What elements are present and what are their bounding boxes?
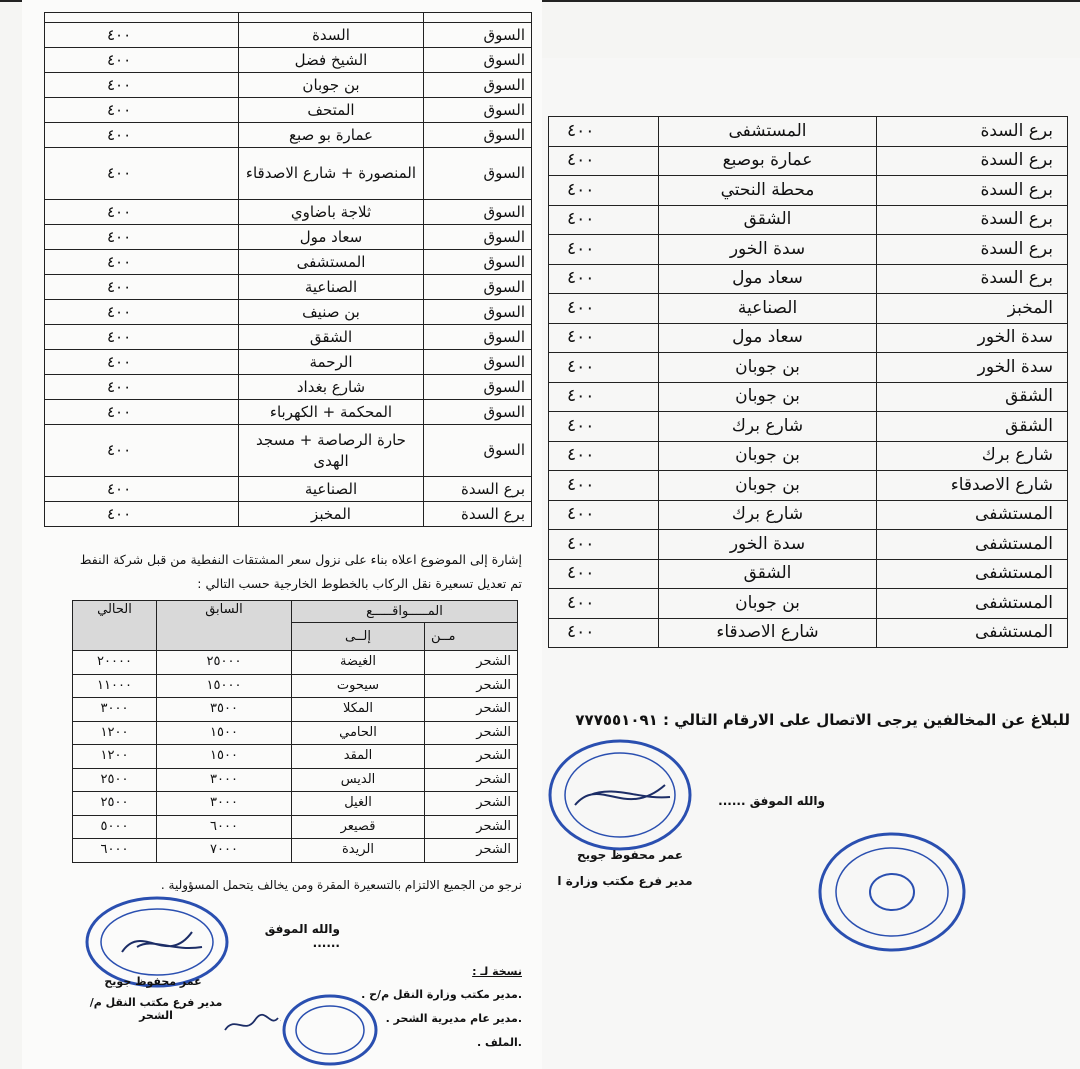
previous-price-cell: ٣٥٠٠ xyxy=(157,698,292,722)
from-cell: السوق xyxy=(424,400,532,425)
from-cell: السوق xyxy=(424,123,532,148)
price-cell: ٤٠٠ xyxy=(45,425,239,477)
to-cell: الصناعية xyxy=(239,477,424,502)
to-cell: سعاد مول xyxy=(659,323,877,353)
previous-price-cell: ١٥٠٠٠ xyxy=(157,674,292,698)
current-price-cell: ٢٥٠٠ xyxy=(73,792,157,816)
price-cell: ٤٠٠ xyxy=(45,148,239,200)
from-cell: الشحر xyxy=(425,721,518,745)
to-cell: المقد xyxy=(292,745,425,769)
table-row xyxy=(549,176,1068,206)
price-cell: ٤٠٠ xyxy=(45,300,239,325)
price-cell: ٤٠٠ xyxy=(45,73,239,98)
from-cell: الشحر xyxy=(425,768,518,792)
table-row xyxy=(73,815,518,839)
table-row xyxy=(549,412,1068,442)
table-row xyxy=(549,441,1068,471)
table-row xyxy=(549,146,1068,176)
from-cell: السوق xyxy=(424,200,532,225)
from-cell: السوق xyxy=(424,98,532,123)
from-cell: برع السدة xyxy=(424,477,532,502)
external-lines-table xyxy=(72,600,518,863)
from-cell: المستشفى xyxy=(877,530,1068,560)
current-price-cell: ١٢٠٠ xyxy=(73,745,157,769)
price-cell: ٤٠٠ xyxy=(549,323,659,353)
from-cell: السوق xyxy=(424,425,532,477)
to-cell: الشقق xyxy=(659,559,877,589)
price-cell: ٤٠٠ xyxy=(549,294,659,324)
to-cell: الغيضة xyxy=(292,651,425,675)
to-cell: الغيل xyxy=(292,792,425,816)
from-cell: الشحر xyxy=(425,674,518,698)
price-cell: ٤٠٠ xyxy=(549,353,659,383)
table-row xyxy=(73,698,518,722)
header-current: الحالي xyxy=(73,601,157,651)
compliance-note: نرجو من الجميع الالتزام بالتسعيرة المقرة ومن يخالف يتحمل المسؤولية . xyxy=(160,878,522,892)
previous-price-cell: ١٥٠٠ xyxy=(157,745,292,769)
price-cell: ٤٠٠ xyxy=(549,146,659,176)
table-row xyxy=(45,300,532,325)
report-line: للبلاغ عن المخالفين يرجى الاتصال على الارقام التالي : ٧٧٧٥٥١٠٩١ xyxy=(575,711,1070,729)
current-price-cell: ١١٠٠٠ xyxy=(73,674,157,698)
from-cell: السوق xyxy=(424,48,532,73)
bottom-signature xyxy=(220,1010,280,1040)
table-row xyxy=(45,425,532,477)
price-cell: ٤٠٠ xyxy=(549,205,659,235)
from-cell: شارع برك xyxy=(877,441,1068,471)
from-cell: المستشفى xyxy=(877,589,1068,619)
price-cell: ٤٠٠ xyxy=(45,123,239,148)
table-row xyxy=(549,500,1068,530)
table-row xyxy=(45,98,532,123)
current-price-cell: ٥٠٠٠ xyxy=(73,815,157,839)
table-row xyxy=(549,205,1068,235)
from-cell: الشقق xyxy=(877,412,1068,442)
from-cell: السوق xyxy=(424,250,532,275)
to-cell: سعاد مول xyxy=(659,264,877,294)
from-cell: الشحر xyxy=(425,745,518,769)
from-cell: سدة الخور xyxy=(877,353,1068,383)
to-cell: شارع برك xyxy=(659,412,877,442)
from-cell: برع السدة xyxy=(877,205,1068,235)
to-cell: بن جوبان xyxy=(659,471,877,501)
from-cell: شارع الاصدقاء xyxy=(877,471,1068,501)
table-row xyxy=(549,353,1068,383)
current-price-cell: ١٢٠٠ xyxy=(73,721,157,745)
table-row xyxy=(45,250,532,275)
signer-right-name: عمر محفوظ جويح xyxy=(576,848,684,862)
price-cell: ٤٠٠ xyxy=(549,559,659,589)
copy-item-1: .مدير مكتب وزارة النقل م/ح . xyxy=(361,988,522,1001)
price-cell: ٤٠٠ xyxy=(549,471,659,501)
to-cell: المستشفى xyxy=(239,250,424,275)
table-row xyxy=(549,117,1068,147)
table-row xyxy=(45,477,532,502)
table-row xyxy=(45,350,532,375)
price-cell: ٤٠٠ xyxy=(45,23,239,48)
table-row xyxy=(549,530,1068,560)
to-cell: سدة الخور xyxy=(659,530,877,560)
price-cell: ٤٠٠ xyxy=(549,264,659,294)
from-cell: السوق xyxy=(424,275,532,300)
previous-price-cell: ٦٠٠٠ xyxy=(157,815,292,839)
to-cell: المستشفى xyxy=(659,117,877,147)
from-cell: الشحر xyxy=(425,815,518,839)
to-cell: المتحف xyxy=(239,98,424,123)
to-cell: بن جوبان xyxy=(659,353,877,383)
to-cell: المنصورة + شارع الاصدقاء xyxy=(239,148,424,200)
price-cell: ٤٠٠ xyxy=(549,589,659,619)
from-cell: المخبز xyxy=(877,294,1068,324)
to-cell: سيحوت xyxy=(292,674,425,698)
table-row xyxy=(45,400,532,425)
from-cell: السوق xyxy=(424,225,532,250)
header-to: إلــى xyxy=(292,623,425,651)
to-cell: قصيعر xyxy=(292,815,425,839)
to-cell: سعاد مول xyxy=(239,225,424,250)
price-cell: ٤٠٠ xyxy=(45,98,239,123)
signer-right-title: مدير فرع مكتب وزارة ا xyxy=(557,874,693,888)
from-cell: برع السدة xyxy=(424,502,532,527)
to-cell: الشيخ فضل xyxy=(239,48,424,73)
price-cell: ٤٠٠ xyxy=(549,530,659,560)
from-cell: السوق xyxy=(424,73,532,98)
to-cell: عمارة بو صبع xyxy=(239,123,424,148)
to-cell: بن جوبان xyxy=(239,73,424,98)
table-row xyxy=(45,148,532,200)
to-cell: الريدة xyxy=(292,839,425,863)
from-cell: السوق xyxy=(424,23,532,48)
from-cell: الشحر xyxy=(425,698,518,722)
table-row xyxy=(73,745,518,769)
from-cell: المستشفى xyxy=(877,559,1068,589)
price-cell: ٤٠٠ xyxy=(45,325,239,350)
price-cell: ٤٠٠ xyxy=(549,117,659,147)
copies-heading: نسخة لـ : xyxy=(472,965,522,978)
from-cell: المستشفى xyxy=(877,618,1068,648)
current-price-cell: ٢٥٠٠ xyxy=(73,768,157,792)
previous-price-cell: ٣٠٠٠ xyxy=(157,792,292,816)
price-cell: ٤٠٠ xyxy=(45,275,239,300)
header-previous: السابق xyxy=(157,601,292,651)
table-row xyxy=(549,471,1068,501)
from-cell: المستشفى xyxy=(877,500,1068,530)
table-row xyxy=(549,323,1068,353)
right-bottom-stamp xyxy=(812,828,972,956)
price-cell: ٤٠٠ xyxy=(45,200,239,225)
previous-price-cell: ٢٥٠٠٠ xyxy=(157,651,292,675)
to-cell: شارع بغداد xyxy=(239,375,424,400)
table-row xyxy=(549,382,1068,412)
to-cell: الديس xyxy=(292,768,425,792)
table-row xyxy=(45,225,532,250)
table-row xyxy=(45,275,532,300)
signer-left-name: عمر محفوظ جويح xyxy=(104,975,202,988)
copy-item-3: .الملف . xyxy=(476,1036,522,1049)
signer-left-title: مدير فرع مكتب النقل م/الشحر xyxy=(89,996,223,1022)
price-cell: ٤٠٠ xyxy=(549,618,659,648)
price-cell: ٤٠٠ xyxy=(549,382,659,412)
price-cell: ٤٠٠ xyxy=(45,350,239,375)
table-row xyxy=(45,23,532,48)
to-cell: الصناعية xyxy=(239,275,424,300)
from-cell: الشقق xyxy=(877,382,1068,412)
table-row xyxy=(73,792,518,816)
to-cell: شارع الاصدقاء xyxy=(659,618,877,648)
to-cell: الحامي xyxy=(292,721,425,745)
to-cell: الصناعية xyxy=(659,294,877,324)
table-row xyxy=(549,264,1068,294)
closing-right: والله الموفق ...... xyxy=(718,794,825,808)
table-row xyxy=(45,502,532,527)
previous-price-cell: ٧٠٠٠ xyxy=(157,839,292,863)
cell-partial xyxy=(45,13,239,23)
to-cell: بن جوبان xyxy=(659,382,877,412)
cell-partial xyxy=(239,13,424,23)
table-row xyxy=(73,721,518,745)
price-cell: ٤٠٠ xyxy=(45,250,239,275)
previous-price-cell: ٣٠٠٠ xyxy=(157,768,292,792)
header-from: مــن xyxy=(425,623,518,651)
from-cell: برع السدة xyxy=(877,146,1068,176)
table-row xyxy=(73,651,518,675)
closing-left: والله الموفق ...... xyxy=(264,922,340,950)
to-cell: الرحمة xyxy=(239,350,424,375)
table-row xyxy=(549,294,1068,324)
table-row xyxy=(549,235,1068,265)
from-cell: برع السدة xyxy=(877,235,1068,265)
to-cell: بن جوبان xyxy=(659,589,877,619)
table-row xyxy=(73,674,518,698)
to-cell: ثلاجة باضاوي xyxy=(239,200,424,225)
previous-price-cell: ١٥٠٠ xyxy=(157,721,292,745)
header-locations: المـــــواقـــــع xyxy=(292,601,518,623)
price-cell: ٤٠٠ xyxy=(549,441,659,471)
from-cell: برع السدة xyxy=(877,176,1068,206)
table-row xyxy=(73,839,518,863)
price-cell: ٤٠٠ xyxy=(45,477,239,502)
bottom-left-stamp xyxy=(280,992,380,1068)
table-row xyxy=(549,618,1068,648)
to-cell: السدة xyxy=(239,23,424,48)
from-cell: برع السدة xyxy=(877,117,1068,147)
to-cell: محطة النحتي xyxy=(659,176,877,206)
from-cell: السوق xyxy=(424,148,532,200)
from-cell: السوق xyxy=(424,325,532,350)
to-cell: المخبز xyxy=(239,502,424,527)
to-cell: حارة الرصاصة + مسجد الهدى xyxy=(239,425,424,477)
table-row-partial xyxy=(45,13,532,23)
to-cell: المحكمة + الكهرباء xyxy=(239,400,424,425)
from-cell: السوق xyxy=(424,300,532,325)
to-cell: بن جوبان xyxy=(659,441,877,471)
table-row xyxy=(73,768,518,792)
price-cell: ٤٠٠ xyxy=(549,500,659,530)
table-row xyxy=(45,325,532,350)
price-cell: ٤٠٠ xyxy=(45,502,239,527)
copy-item-2: .مدير عام مديرية الشحر . xyxy=(385,1012,522,1025)
to-cell: شارع برك xyxy=(659,500,877,530)
price-cell: ٤٠٠ xyxy=(549,176,659,206)
table-row xyxy=(549,589,1068,619)
to-cell: الشقق xyxy=(239,325,424,350)
price-cell: ٤٠٠ xyxy=(45,400,239,425)
from-cell: سدة الخور xyxy=(877,323,1068,353)
to-cell: الشقق xyxy=(659,205,877,235)
from-cell: السوق xyxy=(424,375,532,400)
from-cell: الشحر xyxy=(425,839,518,863)
table-row xyxy=(45,48,532,73)
table-row xyxy=(45,73,532,98)
to-cell: بن صنيف xyxy=(239,300,424,325)
intro-paragraph: إشارة إلى الموضوع اعلاه بناء على نزول سعر المشتقات النفطية من قبل شركة النفط تم تعديل تسعيرة نقل الركاب بالخطوط الخارجية حسب التالي : xyxy=(79,552,522,591)
from-cell: الشحر xyxy=(425,651,518,675)
price-cell: ٤٠٠ xyxy=(45,48,239,73)
cell-partial xyxy=(424,13,532,23)
from-cell: برع السدة xyxy=(877,264,1068,294)
right-routes-table xyxy=(548,116,1068,648)
current-price-cell: ٢٠٠٠٠ xyxy=(73,651,157,675)
price-cell: ٤٠٠ xyxy=(549,235,659,265)
from-cell: الشحر xyxy=(425,792,518,816)
to-cell: سدة الخور xyxy=(659,235,877,265)
table-row xyxy=(45,123,532,148)
to-cell: المكلا xyxy=(292,698,425,722)
to-cell: عمارة بوصبع xyxy=(659,146,877,176)
left-routes-table xyxy=(44,12,532,527)
table-row xyxy=(549,559,1068,589)
current-price-cell: ٦٠٠٠ xyxy=(73,839,157,863)
table-row xyxy=(45,200,532,225)
price-cell: ٤٠٠ xyxy=(45,375,239,400)
table-row xyxy=(45,375,532,400)
from-cell: السوق xyxy=(424,350,532,375)
right-round-stamp xyxy=(545,735,695,855)
price-cell: ٤٠٠ xyxy=(45,225,239,250)
current-price-cell: ٣٠٠٠ xyxy=(73,698,157,722)
price-cell: ٤٠٠ xyxy=(549,412,659,442)
